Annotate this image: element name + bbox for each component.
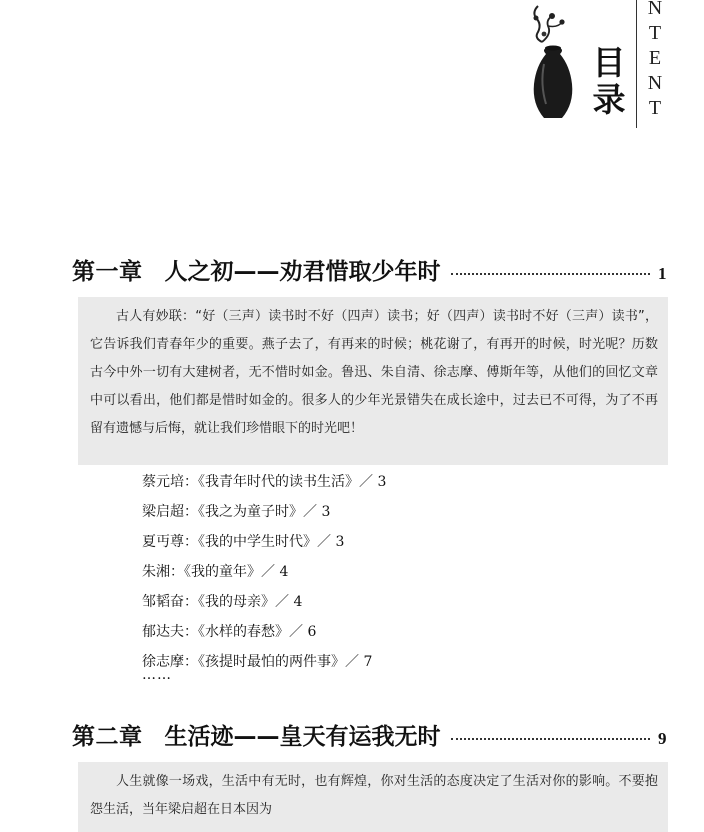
chapter-page-number: 9 — [658, 729, 667, 748]
content-vertical-word — [643, 0, 667, 121]
page-header — [0, 0, 704, 140]
article-entry[interactable]: 梁启超：《我之为童子时》／ 3 — [142, 504, 331, 520]
article-entry[interactable]: 蔡元培：《我青年时代的读书生活》／ 3 — [142, 474, 387, 490]
contents-title-char: 录 — [592, 80, 626, 119]
chapter-title: 人之初——劝君惜取少年时 — [164, 259, 441, 285]
chapter-page-number: 1 — [658, 264, 667, 283]
chapter-number: 第一章 — [72, 259, 143, 285]
article-list — [142, 467, 602, 677]
toc-entry-chapter-2[interactable] — [72, 718, 672, 751]
article-entry[interactable]: 夏丏尊：《我的中学生时代》／ 3 — [142, 534, 345, 550]
content-letter: N — [647, 0, 663, 19]
contents-title — [589, 44, 629, 118]
content-letter: T — [648, 22, 662, 44]
content-letter: N — [647, 72, 663, 94]
more-ellipsis: …… — [142, 667, 172, 683]
article-entry[interactable]: 徐志摩：《孩提时最怕的两件事》／ 7 — [142, 654, 373, 670]
chapter-number: 第二章 — [72, 724, 143, 750]
article-entry[interactable]: 邹韬奋：《我的母亲》／ 4 — [142, 594, 303, 610]
article-entry[interactable]: 朱湘：《我的童年》／ 4 — [142, 564, 289, 580]
chapter-intro: 古人有妙联：“好（三声）读书时不好（四声）读书；好（四声）读书时不好（三声）读书”，它告诉我们青春年少的重要。燕子去了，有再来的时候；桃花谢了，有再开的时候，时光呢？历数古今中外一切有大建树者，无不惜时如金。鲁迅、朱自清、徐志摩、傅斯年等，从他们的回忆文章中可以看出，他们都是惜时如金的。很多人的少年光景错失在成长途中，过去已不可得，为了不再留有遗憾与后悔，就让我们珍惜眼下的时光吧！ — [78, 297, 668, 465]
vase-illustration — [518, 4, 588, 124]
header-divider — [636, 0, 637, 128]
contents-title-char: 目 — [592, 43, 626, 82]
leader-dots — [451, 738, 651, 740]
chapter-title: 生活迹——皇天有运我无时 — [164, 724, 441, 750]
chapter-intro: 人生就像一场戏，生活中有无时，也有辉煌，你对生活的态度决定了生活对你的影响。不要抱怨生活，当年梁启超在日本因为 — [78, 762, 668, 832]
toc-entry-chapter-1[interactable] — [72, 253, 672, 286]
leader-dots — [451, 273, 651, 275]
article-entry[interactable]: 郁达夫：《水样的春愁》／ 6 — [142, 624, 317, 640]
content-letter: E — [648, 47, 662, 69]
content-letter: T — [648, 97, 662, 119]
